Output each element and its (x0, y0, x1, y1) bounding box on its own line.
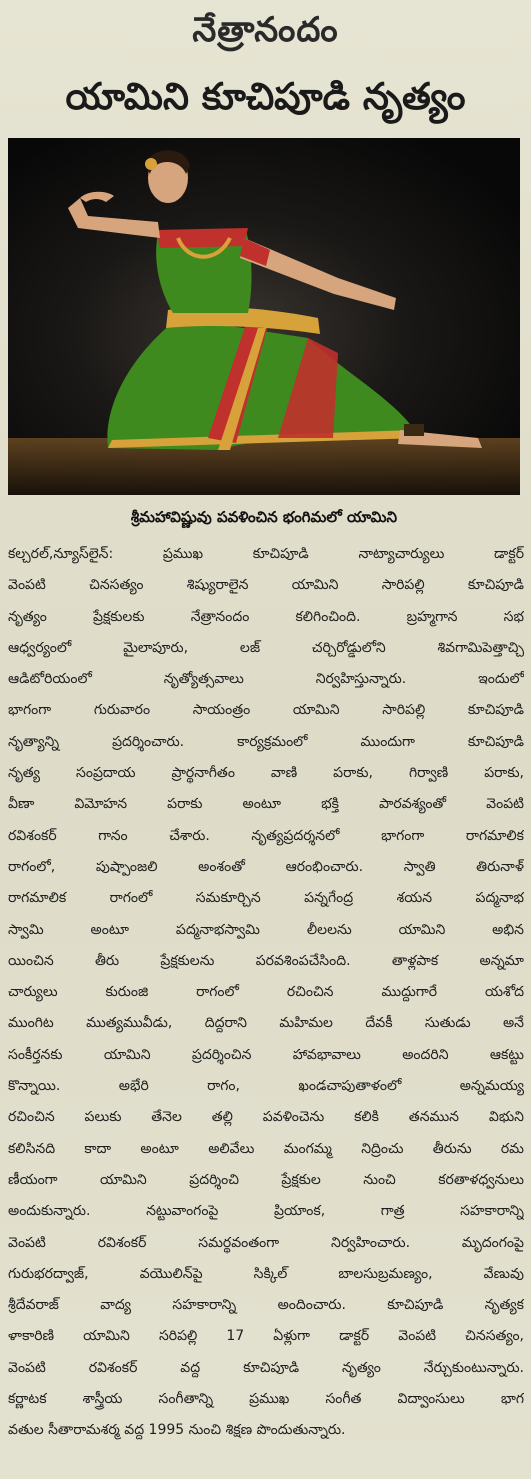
article-line: భాగంగా గురువారం సాయంత్రం యామిని సారిపల్లి కూచిపూడి (8, 702, 524, 719)
dancer-illustration (8, 138, 520, 495)
article-line: శ్రీదేవరాజ్ వాద్య సహకారాన్ని అందించారు. కూచిపూడి నృత్యక (8, 1297, 524, 1314)
article-line: నృత్య సంప్రదాయ ప్రార్థనాగీతం వాణి పరాకు, గిర్వాణి పరాకు, (8, 765, 524, 782)
article-line: చార్యులు కురుంజి రాగంలో రచించిన ముద్దుగారే యశోద (8, 984, 524, 1001)
photo-caption: శ్రీమహావిష్ణువు పవళించిన భంగిమలో యామిని (130, 508, 398, 526)
hair-ornament (145, 158, 157, 170)
article-line: రవిశంకర్ గానం చేశారు. నృత్యప్రదర్శనలో భాగంగా రాగమాలిక (8, 827, 524, 844)
kicker-heading: నేత్రానందం (192, 10, 339, 50)
article-line: వెంపటి రవిశంకర్ వద్ద కూచిపూడి నృత్యం నేర్చుకుంటున్నారు. (8, 1359, 524, 1376)
article-line: రచించిన పలుకు తేనెల తల్లి పవళించెను కలికి తనమున విభుని (8, 1109, 524, 1126)
article-line: రాగంలో, పుష్పాంజలి అంశంతో ఆరంభించారు. స్వాతి తిరునాళ్ (8, 858, 524, 875)
article-line: ఆడిటోరియంలో నృత్యోత్సవాలు నిర్వహిస్తున్నారు. ఇందులో (8, 671, 524, 688)
article-line: సంకీర్తనకు యామిని ప్రదర్శించిన హావభావాలు అందరిని ఆకట్టు (8, 1046, 524, 1063)
article-line: రాగమాలిక రాగంలో సమకూర్చిన పన్నగేంద్ర శయన పద్మనాభ (8, 890, 524, 907)
dancer-photo (8, 138, 520, 495)
ankle-bells (404, 424, 424, 436)
article-line: కొన్నాయి. అభేరి రాగం, ఖండచాపుతాళంలో అన్నమయ్య (8, 1078, 524, 1095)
article-line: కలిసినది కాదా అంటూ అలివేలు మంగమ్మ నిద్రించు తీరును రమ (8, 1140, 524, 1157)
article-line: వెంపటి చినసత్యం శిష్యురాలైన యామిని సారిపల్లి కూచిపూడి (8, 577, 524, 594)
article-line: వీణా విమోహన పరాకు అంటూ భక్తి పారవశ్యంతో వెంపటి (8, 796, 524, 813)
article-line: వతుల సీతారామశర్మ వద్ద 1995 నుంచి శిక్షణ పొందుతున్నారు. (8, 1422, 346, 1439)
article-line: నృత్యం ప్రేక్షకులకు నేత్రానందం కలిగించింది. బ్రహ్మగాన సభ (8, 608, 524, 625)
article-body (8, 539, 524, 1447)
article-line: గురుభరద్వాజ్, వయొలిన్‌పై సిక్కిల్ బాలసుబ్రమణ్యం, వేణువు (8, 1265, 524, 1282)
article-line: నృత్యాన్ని ప్రదర్శించారు. కార్యక్రమంలో ముందుగా కూచిపూడి (8, 733, 524, 750)
article-line: ణీయంగా యామిని ప్రదర్శించి ప్రేక్షకుల నుంచి కరతాళధ్వనులు (8, 1171, 524, 1188)
article-line: స్వామి అంటూ పద్మనాభస్వామి లీలలను యామిని అభిన (8, 921, 524, 938)
article-line: ళాకారిణి యామిని సరిపల్లి 17 ఏళ్లుగా డాక్టర్ వెంపటి చినసత్యం, (8, 1328, 524, 1345)
article-line: కల్చరల్,న్యూస్‌లైన్: ప్రముఖ కూచిపూడి నాట్యాచార్యులు డాక్టర్ (8, 546, 524, 562)
article-line: యించిన తీరు ప్రేక్షకులను పరవశింపచేసింది. తాళ్లపాక అన్నమా (8, 952, 524, 969)
stage-floor (8, 438, 520, 495)
headline: యామిని కూచిపూడి నృత్యం (65, 75, 466, 118)
article-line: కర్ణాటక శాస్త్రీయ సంగీతాన్ని ప్రముఖ సంగీత విద్వాంసులు భాగ (8, 1391, 524, 1408)
article-line: ముంగిట ముత్యమువీడు, దిద్దరాని మహిమల దేవకీ సుతుడు అనే (8, 1015, 524, 1032)
article-line: వెంపటి రవిశంకర్ సమర్థవంతంగా నిర్వహించారు. మృదంగంపై (8, 1234, 524, 1251)
article-line: ఆధ్వర్యంలో మైలాపూరు, లజ్ చర్చిరోడ్డులోని శివగామిపెత్తాచ్చి (8, 639, 524, 656)
blouse (156, 228, 248, 248)
article-line: అందుకున్నారు. నట్టువాంగంపై ప్రియాంక, గాత్ర సహకారాన్ని (8, 1203, 524, 1220)
